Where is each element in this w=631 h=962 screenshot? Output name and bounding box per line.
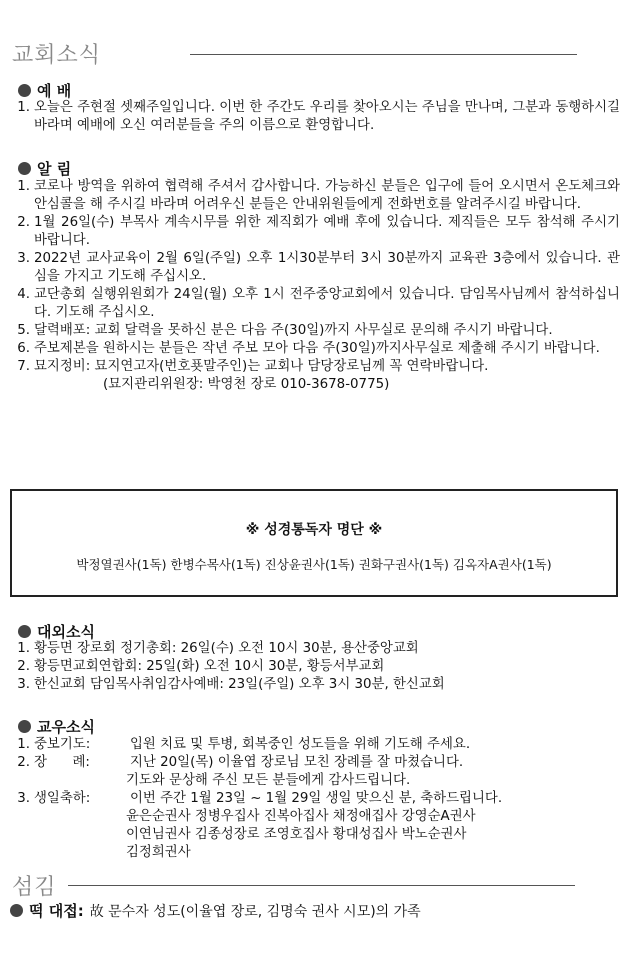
item-number: 2. xyxy=(17,755,30,770)
list-item xyxy=(8,322,620,340)
serve-line xyxy=(10,900,421,921)
item-number: 3. xyxy=(17,251,30,266)
bullet-icon xyxy=(18,84,31,97)
item-text: 오늘은 주현절 셋째주일입니다. 이번 한 주간도 우리를 찾아오시는 주님을 만나며, 그분과 동행하시길 바라며 예배에 오신 여러분들을 주의 이름으로 환영합니다. xyxy=(34,100,620,133)
list-item xyxy=(8,178,620,214)
item-number: 1. xyxy=(17,179,30,194)
item-number: 1. xyxy=(17,100,30,115)
birthday-names-line: 윤은순권사 정병우집사 진복아집사 채정애집사 강영순A권사 xyxy=(126,809,476,824)
item-text: 황등면 장로회 정기총회: 26일(수) 오전 10시 30분, 용산중앙교회 xyxy=(34,641,419,656)
birthday-label: 생일축하: xyxy=(34,791,91,806)
serve-heading: 떡 대접: xyxy=(29,902,84,920)
item-number: 6. xyxy=(17,341,30,356)
item-text: 1월 26일(수) 부목사 계속시무를 위한 제직회가 예배 후에 있습니다. 제직들은 모두 참석해 주시기 바랍니다. xyxy=(34,215,620,248)
serve-text: 故 문수자 성도(이율엽 장로, 김명숙 권사 시모)의 가족 xyxy=(89,903,421,920)
list-item xyxy=(8,286,620,322)
worship-heading-label: 예 배 xyxy=(37,82,72,100)
list-item xyxy=(8,340,620,358)
item-text: 2022년 교사교육이 2월 6일(주일) 오후 1시30분부터 3시 30분까지 교육관 3층에서 있습니다. 관심을 가지고 기도해 주십시오. xyxy=(34,251,620,284)
list-item xyxy=(8,676,620,694)
item-text: 한신교회 담임목사취임감사예배: 23일(주일) 오후 3시 30분, 한신교회 xyxy=(34,677,445,692)
worship-list xyxy=(8,99,620,135)
list-item xyxy=(8,640,620,658)
list-item xyxy=(8,250,620,286)
external-heading-label: 대외소식 xyxy=(37,623,95,641)
worship-heading xyxy=(18,80,71,101)
item-number: 2. xyxy=(17,215,30,230)
box-names: 박정열권사(1독) 한병수목사(1독) 진상윤권사(1독) 권화구권사(1독) 김옥자A권사(1독) xyxy=(76,557,552,572)
item-text: 달력배포: 교회 달력을 못하신 분은 다음 주(30일)까지 사무실로 문의해 주시기 바랍니다. xyxy=(34,323,553,338)
bullet-icon xyxy=(10,904,23,917)
bullet-icon xyxy=(18,720,31,733)
item-number: 5. xyxy=(17,323,30,338)
funeral-text-2: 기도와 문상해 주신 모든 분들에게 감사드립니다. xyxy=(126,773,411,788)
bullet-icon xyxy=(18,625,31,638)
bullet-icon xyxy=(18,162,31,175)
members-list xyxy=(8,736,620,862)
item-number: 3. xyxy=(17,677,30,692)
notices-heading-label: 알 림 xyxy=(37,160,72,178)
funeral-label: 장 례: xyxy=(34,755,90,770)
birthday-names-line: 이연님권사 김종성장로 조영호집사 황대성집사 박노순권사 xyxy=(126,827,467,842)
item-text: 주보제본을 원하시는 분들은 작년 주보 모아 다음 주(30일)까지사무실로 제출해 주시기 바랍니다. xyxy=(34,341,600,356)
item-number: 7. xyxy=(17,359,30,374)
list-item xyxy=(8,754,620,772)
item-number: 1. xyxy=(17,641,30,656)
section-title: 교회소식 xyxy=(12,43,102,68)
notices-heading xyxy=(18,158,71,179)
members-heading-label: 교우소식 xyxy=(37,718,95,736)
item-text: 황등면교회연합회: 25일(화) 오전 10시 30분, 황등서부교회 xyxy=(34,659,385,674)
prayer-label: 중보기도: xyxy=(34,737,91,752)
item-number: 1. xyxy=(17,737,30,752)
list-item xyxy=(8,214,620,250)
list-item xyxy=(8,658,620,676)
list-item xyxy=(8,790,620,808)
list-item xyxy=(8,358,620,376)
bible-reading-box xyxy=(10,489,618,597)
birthday-names-line: 김정희권사 xyxy=(126,845,191,860)
header-divider xyxy=(190,54,577,55)
external-heading xyxy=(18,621,95,642)
members-heading xyxy=(18,716,95,737)
list-item xyxy=(8,99,620,135)
item-text: 교단총회 실행위원회가 24일(월) 오후 1시 전주중앙교회에서 있습니다. 담임목사님께서 참석하십니다. 기도해 주십시오. xyxy=(34,287,620,320)
footer-title: 섬김 xyxy=(12,875,57,900)
birthday-text: 이번 주간 1월 23일 ~ 1월 29일 생일 맞으신 분, 축하드립니다. xyxy=(130,791,503,806)
prayer-text: 입원 치료 및 투병, 회복중인 성도들을 위해 기도해 주세요. xyxy=(130,737,471,752)
funeral-text: 지난 20일(목) 이율엽 장로님 모친 장례를 잘 마쳤습니다. xyxy=(130,755,464,770)
footer-divider xyxy=(68,885,575,886)
cemetery-contact: (묘지관리위원장: 박영천 장로 010-3678-0775) xyxy=(103,377,390,392)
item-number: 2. xyxy=(17,659,30,674)
external-list xyxy=(8,640,620,694)
item-text: 코로나 방역을 위하여 협력해 주셔서 감사합니다. 가능하신 분들은 입구에 들어 오시면서 온도체크와 안심콜을 해 주시길 바라며 어려우신 분들은 안내위원들에게 전화번호를 알려주시길 바랍니다. xyxy=(34,179,620,212)
notices-list xyxy=(8,178,620,394)
item-text: 묘지정비: 묘지연고자(번호푯말주인)는 교회나 담당장로님께 꼭 연락바랍니다. xyxy=(34,359,489,374)
box-title: ※ 성경통독자 명단 ※ xyxy=(245,522,383,538)
list-item xyxy=(8,736,620,754)
item-number: 3. xyxy=(17,791,30,806)
item-number: 4. xyxy=(17,287,30,302)
